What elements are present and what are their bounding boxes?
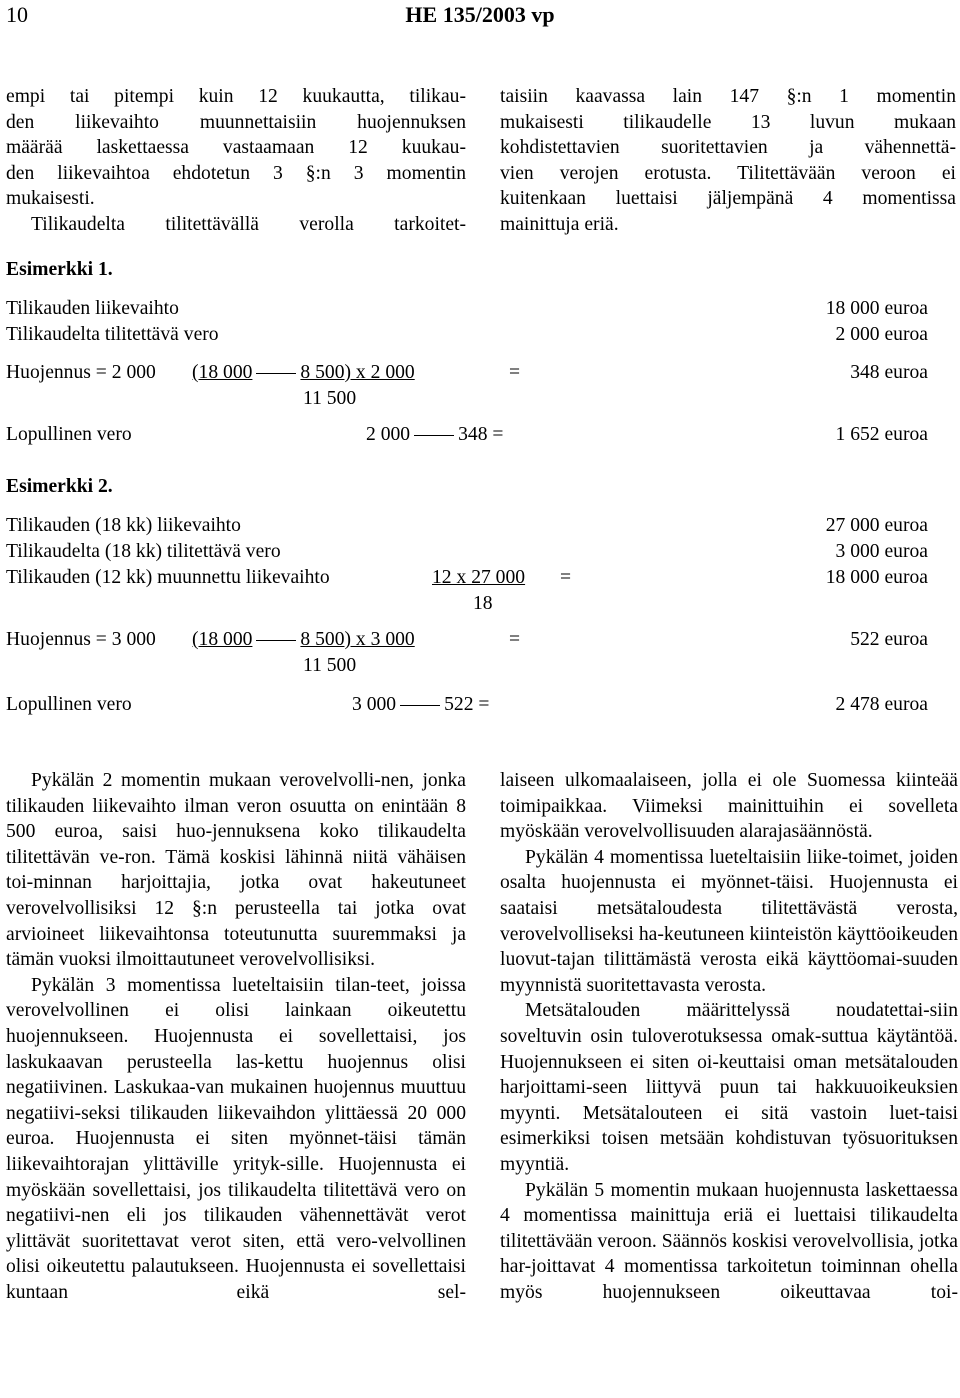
text-line: mukaisesti tilikaudelle 13 luvun mukaan (500, 111, 956, 133)
page-number: 10 (6, 2, 28, 27)
example1-relief-calculation (6, 360, 928, 412)
text-line: Tilikaudelta tilitettävällä verolla tarkoitet- (31, 213, 466, 235)
example2-row-converted-revenue (6, 565, 928, 617)
example2-relief-calculation (6, 627, 928, 679)
top-right-column (500, 84, 956, 238)
text-line: empi tai pitempi kuin 12 kuukautta, tilikau- (6, 86, 466, 107)
paragraph: laiseen ulkomaalaiseen, jolla ei ole Suomessa kiinteää toimipaikkaa. Viimeksi mainittuihin ei sovelleta myöskään verovelvollisuuden alarajasäännöstä. (500, 770, 958, 843)
bottom-right-column (500, 768, 958, 1398)
row-label: Tilikauden (18 kk) liikevaihto (6, 515, 241, 536)
minus-dash (414, 435, 454, 437)
row-value: 27 000 euroa (825, 515, 928, 536)
row-label: Tilikauden liikevaihto (6, 298, 179, 319)
row-value: 2 000 euroa (835, 324, 928, 345)
calc-label: Huojennus = 3 000 (6, 629, 156, 650)
example1-row-tax (6, 322, 928, 348)
text-line: den liikevaihtoa ehdotetun 3 §:n 3 momentin (6, 162, 466, 184)
fraction-numerator: (18 000 8 500) x 3 000 (192, 629, 415, 650)
text-line: mainittuja eriä. (500, 213, 619, 235)
row-label: Tilikaudelta (18 kk) tilitettävä vero (6, 541, 281, 562)
row-label: Tilikaudelta tilitettävä vero (6, 324, 219, 345)
final-expression: 3 000 522 = (352, 694, 490, 715)
minus-dash (256, 640, 296, 642)
final-value: 2 478 euroa (835, 694, 928, 715)
text-line: mukaisesti. (6, 188, 95, 210)
calc-label: Huojennus = 2 000 (6, 362, 156, 383)
paragraph: Pykälän 5 momentin mukaan huojennusta laskettaessa 4 momentissa mainittuja eriä ei luettaisi tilikaudelta tilitettävään veroon. Säännös koskisi verovelvollisia, jotka har-joittavat 4 momentissa tarkoitetun toiminnan ohella myös huojennukseen oikeuttavaa toi- (500, 1179, 958, 1303)
fraction-numerator: 12 x 27 000 (432, 567, 526, 588)
row-value: 18 000 euroa (825, 567, 928, 588)
final-expression: 2 000 348 = (366, 424, 504, 445)
calc-value: 348 euroa (850, 362, 928, 383)
example1-title: Esimerkki 1. (6, 259, 113, 280)
equals-sign: = (509, 362, 521, 383)
final-label: Lopullinen vero (6, 694, 132, 715)
text-line: vien verojen erotusta. Tilitettävään veroon ei (500, 162, 956, 184)
example1-final-tax (6, 422, 928, 448)
row-value: 3 000 euroa (835, 541, 928, 562)
text-line: kohdistettavien suoritettavien ja vähennettä- (500, 137, 956, 159)
fraction-denominator: 18 (473, 593, 493, 614)
equals-sign: = (509, 629, 521, 650)
text-line: määrää laskettaessa vastaamaan 12 kuukau- (6, 137, 466, 159)
fraction-denominator: 11 500 (303, 388, 357, 409)
equals-sign: = (560, 567, 572, 588)
document-id: HE 135/2003 vp (405, 2, 555, 27)
top-left-column (6, 84, 466, 238)
example2-row-tax (6, 539, 928, 565)
text-line: den liikevaihto muunnettaisiin huojennuksen (6, 111, 466, 133)
row-label: Tilikauden (12 kk) muunnettu liikevaihto (6, 567, 330, 588)
paragraph: Pykälän 4 momentissa lueteltaisiin liike-toimet, joiden osalta huojennusta ei myönnet-täisi. Huojennusta ei saataisi metsätaloudesta tilitettävästä verosta, verovelvolliseksi ha-keutuneen kiinteistön käyttöoikeuden luovut-tajan tilittämästä verosta eikä käyttöomai-suuden myynnistä suoritettavasta verosta. (500, 846, 958, 996)
example2-row-revenue (6, 513, 928, 539)
paragraph: Metsätalouden määrittelyssä noudatettai-siin soveltuvin osin tuloverotuksessa omak-suttua käytäntöä. Huojennukseen ei siten oi-keuttaisi oman metsätalouden harjoittami-seen liittyvä puun tai hakkuuoikeuksien myynti. Metsätalouteen ei sitä vastoin luet-taisi esimerkiksi toisen metsään kohdistuvan työsuorituksen myyntiä. (500, 1000, 958, 1175)
page-header (6, 0, 954, 30)
text-line: kuitenkaan luettaisi jäljempänä 4 momentissa (500, 188, 956, 210)
row-value: 18 000 euroa (825, 298, 928, 319)
example2-final-tax (6, 692, 928, 718)
paragraph: Pykälän 2 momentin mukaan verovelvolli-nen, jonka tilikauden liikevaihto ilman veron osuutta on enintään 8 500 euroa, saisi huo-jennuksena koko tilikaudelta tilitettävän ve-ron. Tämä koskisi lähinnä niitä vähäisen toi-minnan harjoittajia, jotka ovat hakeutuneet verovelvollisiksi 12 §:n perusteella tai jotka ovat arvioineet liikevaihtonsa toteutunutta suuremmaksi ja tämän vuoksi ilmoittautuneet verovelvollisiksi. (6, 770, 466, 971)
minus-dash (400, 705, 440, 707)
example2-title: Esimerkki 2. (6, 476, 113, 497)
bottom-left-column (6, 768, 466, 1398)
text-line: taisiin kaavassa lain 147 §:n 1 momentin (500, 86, 956, 107)
example1-row-revenue (6, 296, 928, 322)
paragraph: Pykälän 3 momentissa lueteltaisiin tilan-teet, joissa verovelvollinen ei olisi lainkaan oikeutettu huojennukseen. Huojennusta ei sovellettaisi, jos laskukaavan perusteella las-kettu huojennus olisi negatiivinen. Laskukaa-van mukainen huojennus muuttuu negatiivi-seksi tilikauden liikevaihdon ylittäessä 20 000 euroa. Huojennusta ei siten myönnet-täisi tämän liikevaihtorajan ylittäville yrityk-sille. Huojennusta ei myöskään sovellettaisi, jos tilikaudelta tilitettävä vero on negatiivi-nen eli jos tilikauden vähennettävät verot ylittävät suoritettavat verot siten, että vero-velvollinen olisi oikeutettu palautukseen. Huojennusta ei sovellettaisi kuntaan eikä sel- (6, 974, 466, 1303)
calc-value: 522 euroa (850, 629, 928, 650)
fraction-denominator: 11 500 (303, 655, 357, 676)
fraction-numerator: (18 000 8 500) x 2 000 (192, 362, 415, 383)
minus-dash (256, 373, 296, 375)
final-value: 1 652 euroa (835, 424, 928, 445)
final-label: Lopullinen vero (6, 424, 132, 445)
